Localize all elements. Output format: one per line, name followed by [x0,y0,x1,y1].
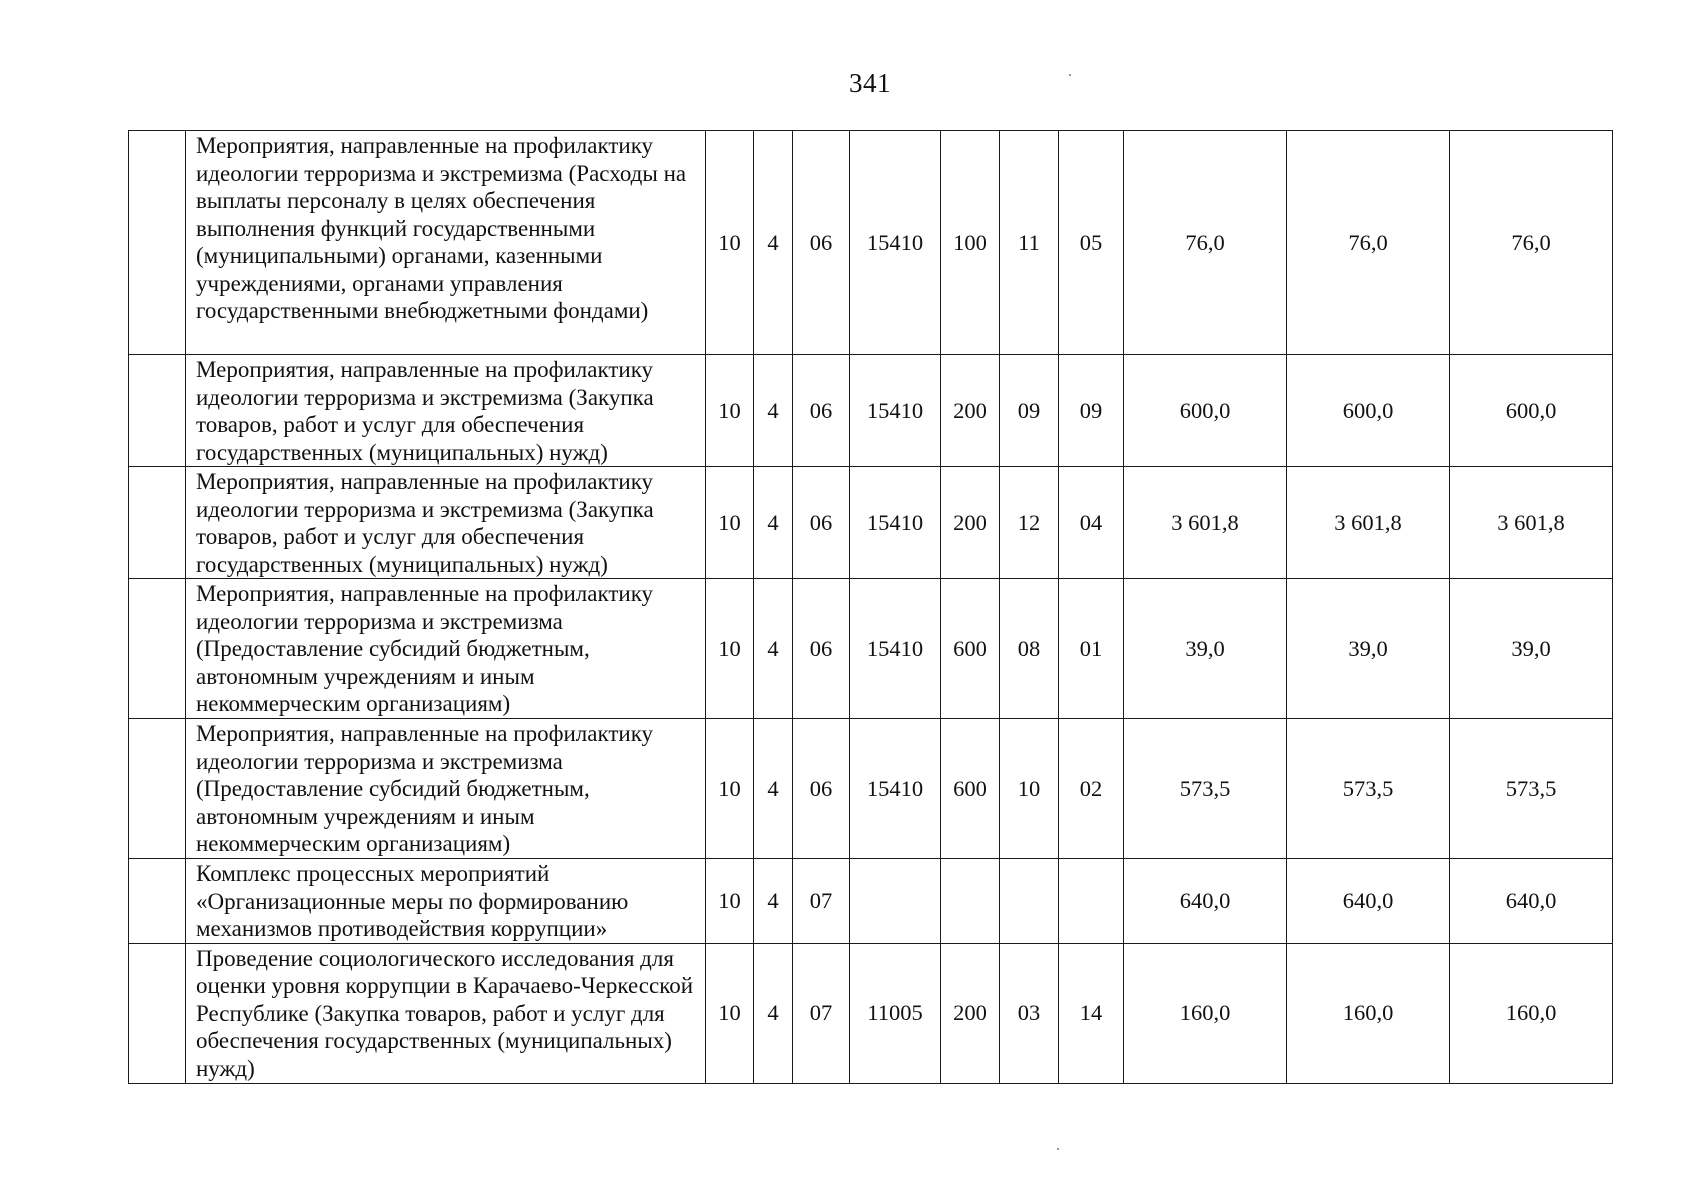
code-cell: 15410 [850,719,941,859]
code-cell: 10 [706,355,754,467]
code-cell [1000,859,1059,944]
code-cell: 100 [941,131,1000,355]
amount-cell: 600,0 [1124,355,1287,467]
amount-cell: 3 601,8 [1450,467,1613,579]
code-cell: 09 [1059,355,1124,467]
description-cell: Мероприятия, направленные на профилактику идеологии терроризма и экстремизма (Предоставление субсидий бюджетным, автономным учреждениям и иным некоммерческим организациям) [186,719,706,859]
code-cell: 10 [706,579,754,719]
amount-cell: 76,0 [1450,131,1613,355]
code-cell: 06 [793,719,850,859]
code-cell: 06 [793,131,850,355]
code-cell: 07 [793,859,850,944]
scan-speck [1069,74,1071,76]
code-cell: 4 [754,943,793,1083]
code-cell: 15410 [850,467,941,579]
code-cell: 10 [706,943,754,1083]
row-index-cell [129,131,186,355]
amount-cell: 573,5 [1287,719,1450,859]
code-cell: 11005 [850,943,941,1083]
code-cell: 4 [754,859,793,944]
code-cell: 12 [1000,467,1059,579]
amount-cell: 160,0 [1124,943,1287,1083]
code-cell: 06 [793,467,850,579]
budget-table [128,130,1613,1084]
description-cell: Мероприятия, направленные на профилактику идеологии терроризма и экстремизма (Предоставление субсидий бюджетным, автономным учреждениям и иным некоммерческим организациям) [186,579,706,719]
amount-cell: 160,0 [1450,943,1613,1083]
description-cell: Мероприятия, направленные на профилактику идеологии терроризма и экстремизма (Закупка товаров, работ и услуг для обеспечения государственных (муниципальных) нужд) [186,467,706,579]
code-cell: 06 [793,355,850,467]
code-cell: 10 [706,859,754,944]
code-cell: 15410 [850,355,941,467]
amount-cell: 160,0 [1287,943,1450,1083]
code-cell: 4 [754,579,793,719]
scan-speck [1057,1148,1059,1150]
amount-cell: 39,0 [1124,579,1287,719]
amount-cell: 573,5 [1450,719,1613,859]
table-row [129,355,1613,467]
table-row [129,131,1613,355]
code-cell: 200 [941,355,1000,467]
description-cell: Проведение социологического исследования для оценки уровня коррупции в Карачаево-Черкесской Республике (Закупка товаров, работ и услуг для обеспечения государственных (муниципальных) нужд) [186,943,706,1083]
description-cell: Комплекс процессных мероприятий «Организационные меры по формированию механизмов противодействия коррупции» [186,859,706,944]
code-cell: 4 [754,719,793,859]
code-cell: 200 [941,943,1000,1083]
code-cell: 03 [1000,943,1059,1083]
code-cell: 10 [706,719,754,859]
code-cell: 06 [793,579,850,719]
row-index-cell [129,355,186,467]
code-cell: 07 [793,943,850,1083]
description-cell: Мероприятия, направленные на профилактику идеологии терроризма и экстремизма (Расходы на выплаты персоналу в целях обеспечения выполнения функций государственными (муниципальными) органами, казенными учреждениями, органами управления государственными внебюджетными фондами) [186,131,706,355]
amount-cell: 573,5 [1124,719,1287,859]
amount-cell: 640,0 [1124,859,1287,944]
code-cell: 10 [706,467,754,579]
code-cell: 10 [706,131,754,355]
code-cell: 4 [754,131,793,355]
amount-cell: 600,0 [1450,355,1613,467]
amount-cell: 640,0 [1450,859,1613,944]
table-row [129,719,1613,859]
amount-cell: 76,0 [1287,131,1450,355]
amount-cell: 600,0 [1287,355,1450,467]
code-cell: 01 [1059,579,1124,719]
code-cell: 15410 [850,579,941,719]
description-cell: Мероприятия, направленные на профилактику идеологии терроризма и экстремизма (Закупка товаров, работ и услуг для обеспечения государственных (муниципальных) нужд) [186,355,706,467]
amount-cell: 3 601,8 [1124,467,1287,579]
table-row [129,467,1613,579]
code-cell: 600 [941,719,1000,859]
amount-cell: 640,0 [1287,859,1450,944]
code-cell: 14 [1059,943,1124,1083]
table-row [129,859,1613,944]
code-cell: 200 [941,467,1000,579]
code-cell [1059,859,1124,944]
code-cell: 08 [1000,579,1059,719]
code-cell: 15410 [850,131,941,355]
code-cell: 600 [941,579,1000,719]
table-row [129,943,1613,1083]
table-body [129,131,1613,1084]
code-cell: 10 [1000,719,1059,859]
code-cell [941,859,1000,944]
code-cell: 11 [1000,131,1059,355]
page-number: 341 [849,68,891,98]
table-row [129,579,1613,719]
row-index-cell [129,943,186,1083]
code-cell: 4 [754,355,793,467]
amount-cell: 3 601,8 [1287,467,1450,579]
code-cell: 4 [754,467,793,579]
code-cell: 05 [1059,131,1124,355]
amount-cell: 39,0 [1287,579,1450,719]
row-index-cell [129,579,186,719]
row-index-cell [129,719,186,859]
code-cell: 09 [1000,355,1059,467]
code-cell: 04 [1059,467,1124,579]
row-index-cell [129,859,186,944]
amount-cell: 76,0 [1124,131,1287,355]
code-cell: 02 [1059,719,1124,859]
code-cell [850,859,941,944]
amount-cell: 39,0 [1450,579,1613,719]
row-index-cell [129,467,186,579]
